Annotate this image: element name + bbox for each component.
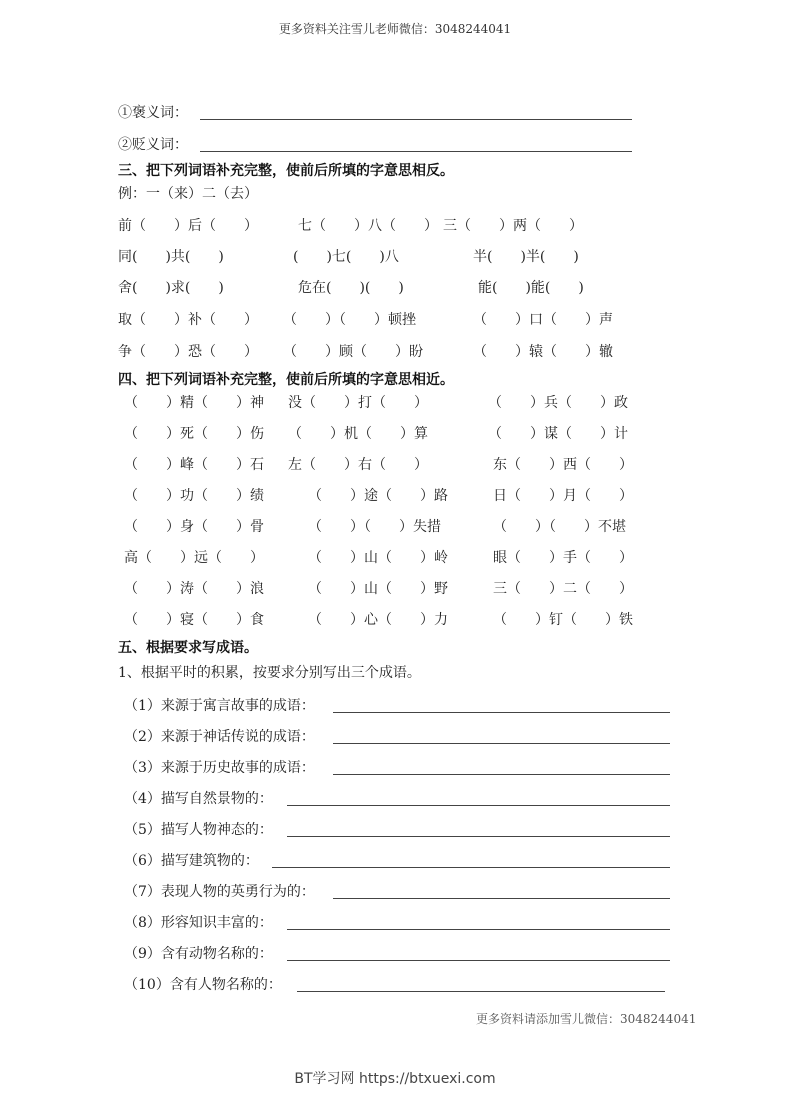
idiom-prompt-6: （6）描写建筑物的： [124,853,259,869]
idiom-answer-line-6[interactable] [272,867,670,868]
derogatory-answer-line[interactable] [200,151,632,152]
idiom-prompt-10: （10）含有人物名称的： [124,977,282,993]
idiom-answer-line-10[interactable] [297,991,665,992]
synonym-cell[interactable]: （ ）（ ）失措 [308,519,441,535]
idiom-prompt-8: （8）形容知识丰富的： [124,915,273,931]
site-watermark: BT学习网 https://btxuexi.com [294,1071,496,1087]
antonym-cell[interactable]: 半( )半( ) [473,249,579,265]
antonym-cell[interactable]: 危在( )( ) [298,280,404,296]
idiom-answer-line-4[interactable] [287,805,670,806]
synonym-cell[interactable]: （ ）身（ ）骨 [124,519,264,535]
synonym-cell[interactable]: 东（ ）西（ ） [493,457,633,473]
synonym-cell[interactable]: （ ）兵（ ）政 [488,395,628,411]
idiom-answer-line-9[interactable] [287,960,670,961]
idiom-answer-line-2[interactable] [333,743,670,744]
section5-title: 五、根据要求写成语。 [118,640,258,656]
idiom-answer-line-3[interactable] [333,774,670,775]
synonym-cell[interactable]: （ ）死（ ）伤 [124,426,264,442]
antonym-cell[interactable]: （ ）口（ ）声 [473,312,613,328]
synonym-cell[interactable]: 日（ ）月（ ） [493,488,633,504]
idiom-answer-line-8[interactable] [287,929,670,930]
synonym-cell[interactable]: （ ）精（ ）神 [124,395,264,411]
antonym-cell[interactable]: 前（ ）后（ ） [118,218,258,234]
idiom-answer-line-7[interactable] [333,898,670,899]
synonym-cell[interactable]: （ ）途（ ）路 [308,488,448,504]
antonym-cell[interactable]: ( )七( )八 [293,249,399,265]
synonym-cell[interactable]: 左（ ）右（ ） [288,457,428,473]
synonym-cell[interactable]: 高（ ）远（ ） [124,550,264,566]
idiom-prompt-7: （7）表现人物的英勇行为的： [124,884,315,900]
antonym-cell[interactable]: 争（ ）恐（ ） [118,344,258,360]
commendatory-label: ①褒义词： [118,105,188,121]
antonym-cell[interactable]: 同( )共( ) [118,249,224,265]
idiom-prompt-2: （2）来源于神话传说的成语： [124,729,315,745]
synonym-cell[interactable]: （ ）谋（ ）计 [488,426,628,442]
synonym-cell[interactable]: （ ）功（ ）绩 [124,488,264,504]
section3-title: 三、把下列词语补充完整，使前后所填的字意思相反。 [118,163,454,179]
commendatory-answer-line[interactable] [200,119,632,120]
section4-title: 四、把下列词语补充完整，使前后所填的字意思相近。 [118,372,454,388]
synonym-cell[interactable]: （ ）山（ ）野 [308,581,448,597]
synonym-cell[interactable]: （ ）（ ）不堪 [493,519,626,535]
antonym-cell[interactable]: 三（ ）两（ ） [443,218,583,234]
idiom-prompt-3: （3）来源于历史故事的成语： [124,760,315,776]
antonym-cell[interactable]: 七（ ）八（ ） [298,218,438,234]
synonym-cell[interactable]: （ ）钉（ ）铁 [493,612,633,628]
page-header: 更多资料关注雪儿老师微信：3048244041 [278,22,512,36]
idiom-prompt-4: （4）描写自然景物的： [124,791,273,807]
idiom-prompt-9: （9）含有动物名称的： [124,946,273,962]
idiom-prompt-1: （1）来源于寓言故事的成语： [124,698,315,714]
section5-instruction: 1、根据平时的积累，按要求分别写出三个成语。 [118,665,421,681]
page-footer: 更多资料请添加雪儿微信：3048244041 [476,1012,697,1026]
synonym-cell[interactable]: （ ）涛（ ）浪 [124,581,264,597]
synonym-cell[interactable]: 三（ ）二（ ） [493,581,633,597]
synonym-cell[interactable]: （ ）寝（ ）食 [124,612,264,628]
idiom-answer-line-5[interactable] [287,836,670,837]
antonym-cell[interactable]: （ ）（ ）顿挫 [283,312,416,328]
synonym-cell[interactable]: （ ）心（ ）力 [308,612,448,628]
section3-example: 例：一（来）二（去） [118,186,258,202]
antonym-cell[interactable]: 舍( )求( ) [118,280,224,296]
antonym-cell[interactable]: 取（ ）补（ ） [118,312,258,328]
synonym-cell[interactable]: （ ）山（ ）岭 [308,550,448,566]
derogatory-label: ②贬义词： [118,137,188,153]
antonym-cell[interactable]: （ ）顾（ ）盼 [283,344,423,360]
synonym-cell[interactable]: （ ）峰（ ）石 [124,457,264,473]
antonym-cell[interactable]: （ ）辕（ ）辙 [473,344,613,360]
synonym-cell[interactable]: 没（ ）打（ ） [288,395,428,411]
idiom-answer-line-1[interactable] [333,712,670,713]
synonym-cell[interactable]: 眼（ ）手（ ） [493,550,633,566]
synonym-cell[interactable]: （ ）机（ ）算 [288,426,428,442]
antonym-cell[interactable]: 能( )能( ) [478,280,584,296]
idiom-prompt-5: （5）描写人物神态的： [124,822,273,838]
